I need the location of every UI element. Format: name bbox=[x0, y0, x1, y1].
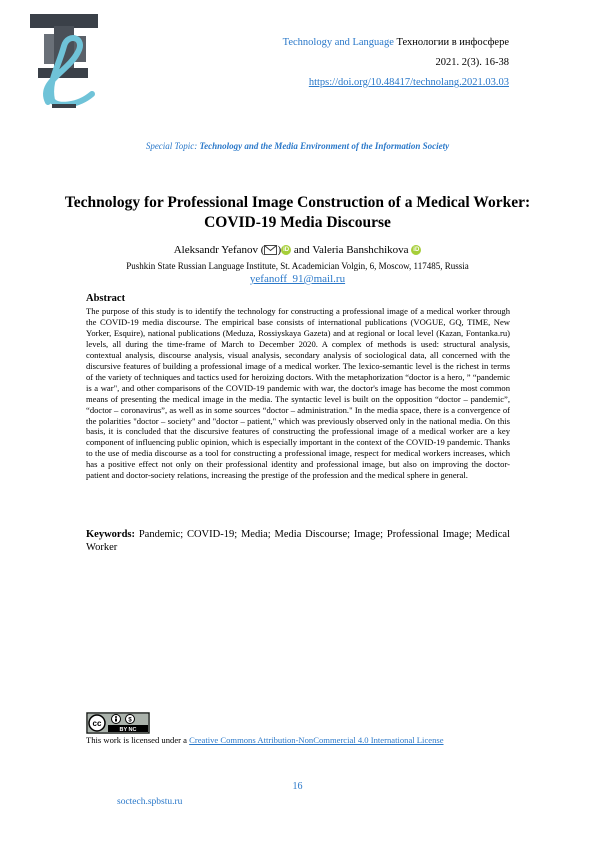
special-topic-title: Technology and the Media Environment of the Information Society bbox=[199, 141, 450, 151]
journal-name bbox=[283, 36, 509, 50]
keywords-label: Keywords: bbox=[86, 529, 135, 540]
cc-license-badge[interactable] bbox=[86, 712, 150, 734]
keywords bbox=[86, 528, 510, 555]
doi-link[interactable]: https://doi.org/10.48417/technolang.2021.03.03 bbox=[308, 77, 509, 88]
svg-text:$: $ bbox=[128, 717, 132, 724]
author-conjunction: and bbox=[293, 244, 310, 256]
affiliation: Pushkin State Russian Language Institute, St. Academician Volgin, 6, Moscow, 117485, Russia bbox=[126, 261, 469, 271]
keywords-text: Pandemic; COVID-19; Media; Media Discourse; Image; Professional Image; Medical Worker bbox=[86, 529, 510, 554]
special-topic bbox=[0, 141, 595, 151]
authors-line: Aleksandr Yefanov ( ) iD and Valeria Banshchikova iD bbox=[173, 244, 420, 256]
license-prefix: This work is licensed under a bbox=[86, 735, 187, 745]
email-link[interactable]: yefanoff_91@mail.ru bbox=[249, 273, 346, 285]
abstract-heading: Abstract bbox=[86, 293, 126, 304]
journal-name-ru: Технологии в инфосфере bbox=[396, 37, 509, 48]
footer-url[interactable]: soctech.spbstu.ru bbox=[117, 797, 183, 807]
orcid-icon[interactable]: iD bbox=[413, 247, 420, 254]
author-1: Aleksandr Yefanov bbox=[173, 244, 259, 256]
envelope-icon[interactable] bbox=[264, 245, 277, 255]
license-statement bbox=[86, 735, 444, 745]
journal-logo bbox=[28, 12, 100, 112]
special-topic-label: Special Topic: bbox=[145, 141, 198, 151]
cc-badge-text: BY NC bbox=[119, 727, 137, 733]
issue-info: 2021. 2(3). 16-38 bbox=[435, 57, 509, 68]
svg-text:cc: cc bbox=[92, 719, 102, 728]
page-number: 16 bbox=[292, 781, 303, 792]
license-link[interactable]: Creative Commons Attribution-NonCommercial 4.0 International License bbox=[189, 735, 444, 745]
author-2: Valeria Banshchikova bbox=[312, 244, 409, 256]
orcid-icon[interactable]: iD bbox=[283, 247, 290, 254]
article-title: Technology for Professional Image Construction of a Medical Worker: COVID-19 Media Discourse bbox=[64, 194, 531, 231]
journal-name-en: Technology and Language bbox=[282, 37, 394, 48]
abstract-text: The purpose of this study is to identify the technology for constructing a professional image of a medical worker through the COVID-19 media discourse. The empirical base consists of international publications (VOGUE, GQ, TIME, New Yorker, Esquire), national publications (Meduza, Rossiyskaya Gazeta) and at regional or local level (Kazan, Fontanka.ru) levels, all during the time-frame of March to December 2020. A complex of methods is used: structural analysis, contextual analysis, discourse analysis, visual analysis, secondary analysis of sociological data, all concerned with the discursive features of building a professional image of a medical worker. The lexico-semantic level is the richest in terms of the variety of techniques and tactics used for heroizing doctors. With the metaphorization “doctor is a hero, ” “pandemic is a war", and other comparisons of the COVID-19 pandemic with war, the doctor's image has become the most common means of presenting the medical image in the media. The syntactic level is built on the opposition “doctor – pandemic”, “doctor – coronavirus”, as well as in some sources “doctor – administration." In the media space, there is a convergence of the polarities "doctor – society" and "doctor – patient," which was previously observed only in the national media. On this basis, it is concluded that the discursive features of constructing the professional image of a medical worker are a key component of influencing public opinion, which is especially important in the context of the COVID-19 pandemic. Thanks to the use of media discourse as a tool for constructing a professional image, respect for medical workers increases, which has a positive effect not only on their professional identity and professional image, but also on improving the doctor-patient and doctor-society relations, increasing the prestige of the profession and the medical sphere in general. bbox=[86, 306, 510, 481]
